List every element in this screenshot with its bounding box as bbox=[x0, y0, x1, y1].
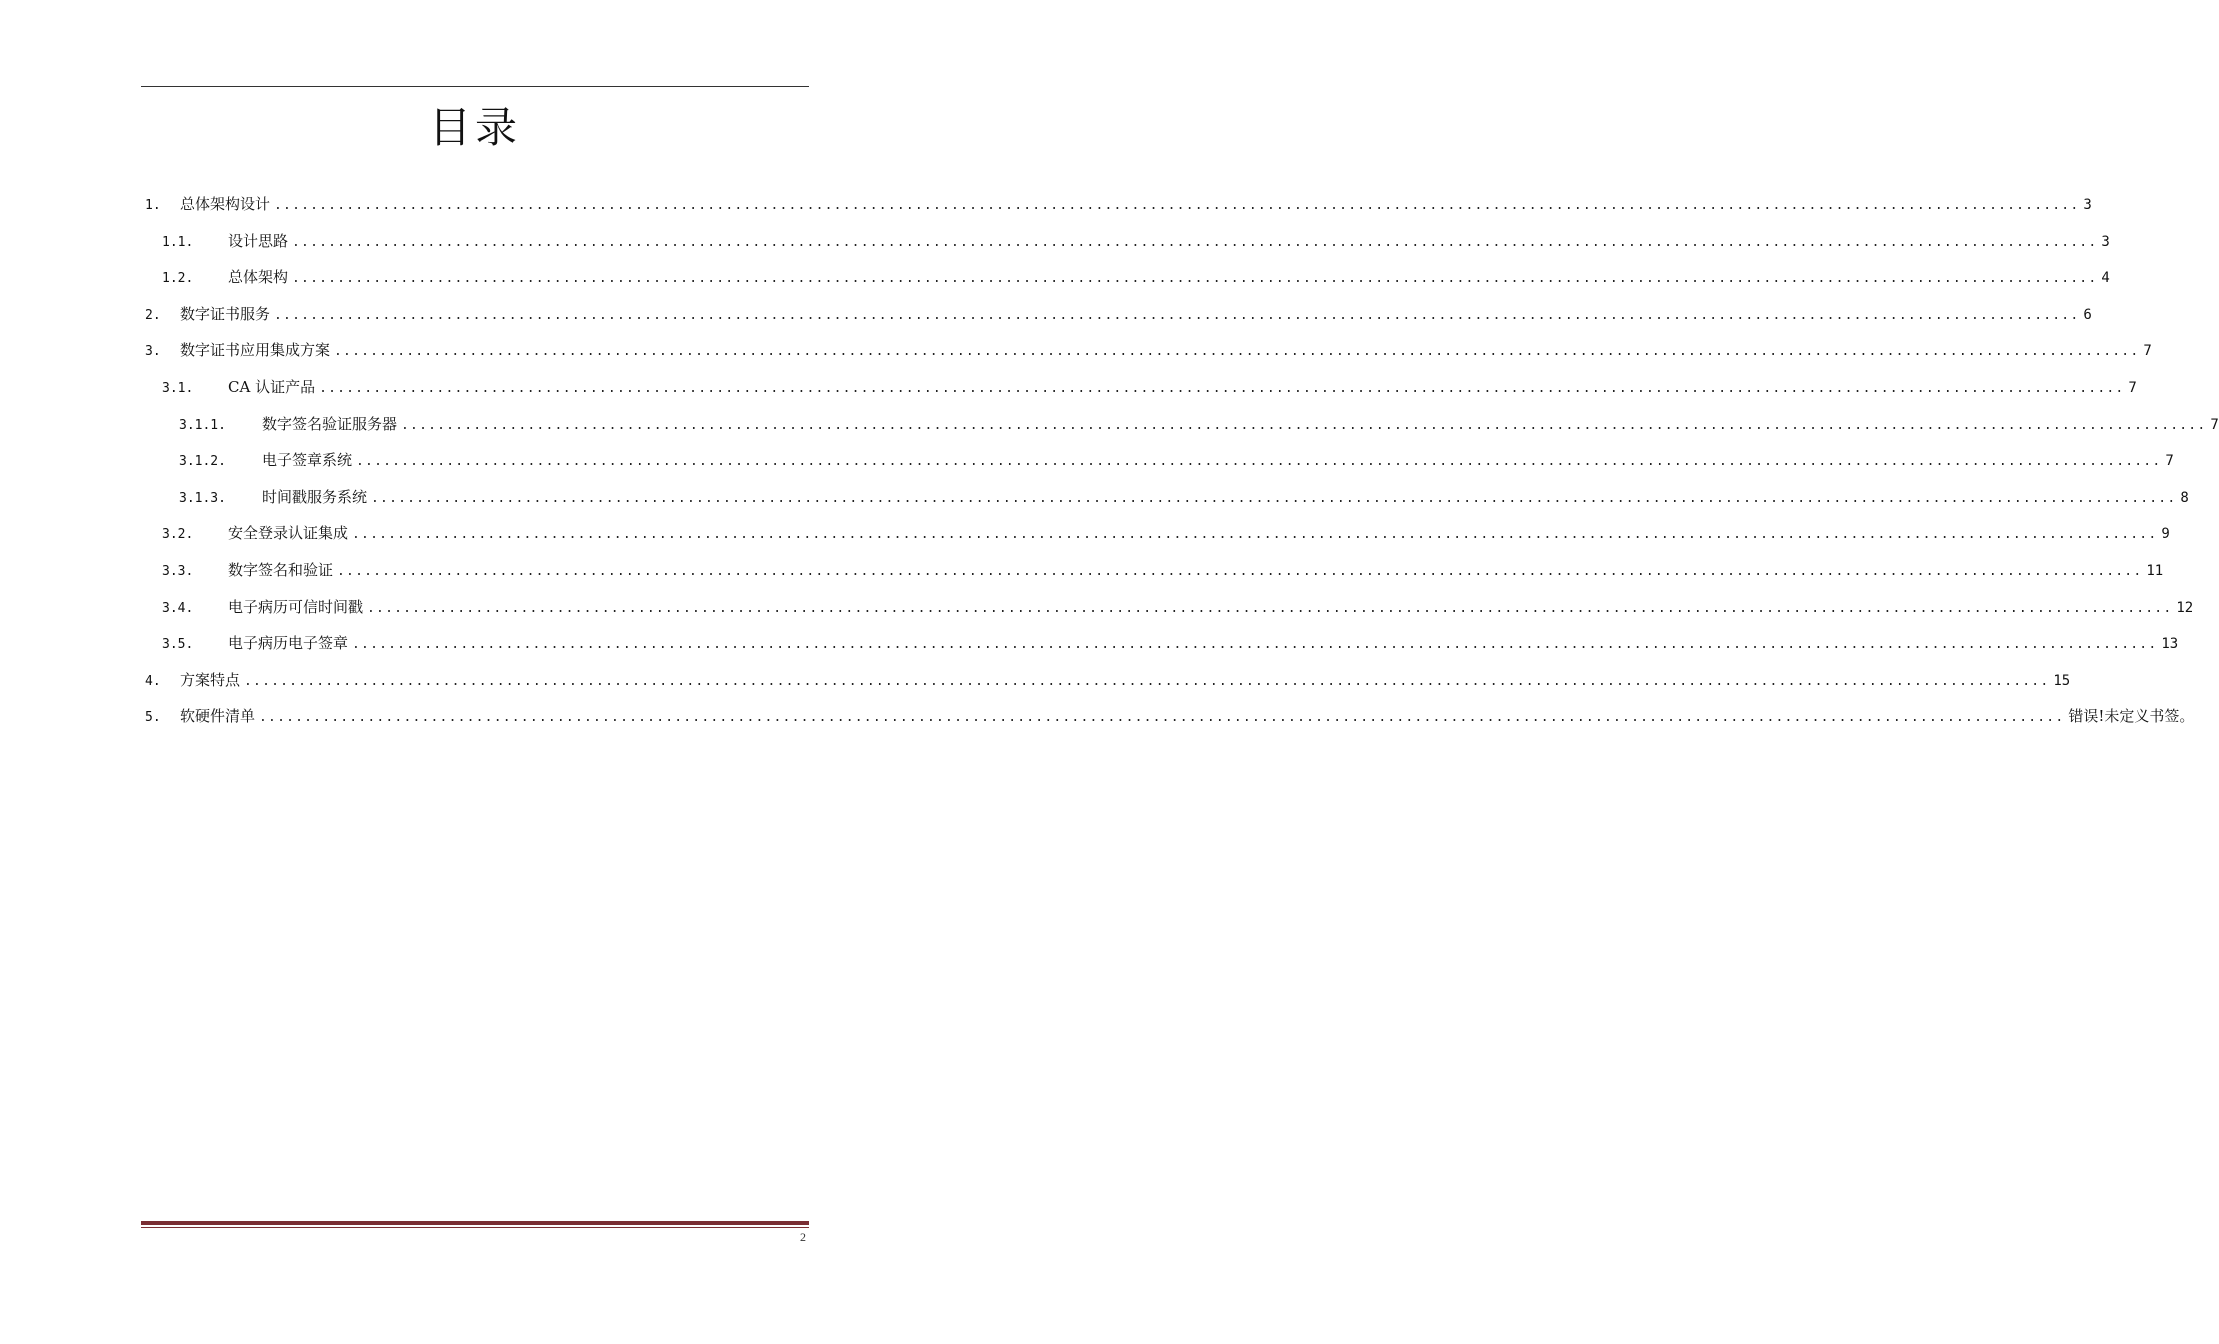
toc-entry-page: 8 bbox=[2180, 489, 2189, 506]
toc-entry-page: 3 bbox=[2101, 233, 2110, 250]
table-of-contents bbox=[141, 186, 2219, 735]
toc-entry[interactable] bbox=[141, 515, 2170, 552]
toc-entry-number: 1. bbox=[145, 198, 161, 213]
header-rule bbox=[141, 86, 809, 87]
toc-dot-leader: ........................................................................................................................................................................................................ bbox=[244, 673, 2050, 689]
toc-entry-number: 5. bbox=[145, 710, 161, 726]
toc-entry-number: 3.1. bbox=[162, 380, 194, 396]
toc-entry[interactable] bbox=[141, 552, 2164, 589]
toc-entry[interactable] bbox=[141, 442, 2174, 479]
toc-entry[interactable] bbox=[141, 406, 2219, 443]
toc-entry[interactable] bbox=[141, 223, 2110, 260]
toc-entry-page: 7 bbox=[2165, 453, 2174, 470]
toc-entry[interactable] bbox=[141, 296, 2092, 333]
page-number: 2 bbox=[800, 1230, 806, 1244]
toc-entry[interactable] bbox=[141, 186, 2092, 223]
toc-entry-number: 3.1.3. bbox=[179, 490, 226, 506]
toc-entry-page: 3 bbox=[2083, 197, 2092, 213]
toc-dot-leader: ........................................................................................................................................................................................................ bbox=[371, 490, 2177, 506]
toc-dot-leader: ........................................................................................................................................................................................................ bbox=[337, 563, 2143, 579]
toc-entry[interactable] bbox=[141, 479, 2189, 516]
toc-dot-leader: ........................................................................................................................................................................................................ bbox=[352, 527, 2158, 543]
toc-entry-title: 数字签名验证服务器 bbox=[262, 414, 398, 433]
toc-entry-number: 3. bbox=[145, 344, 161, 360]
toc-entry-title: 安全登录认证集成 bbox=[228, 524, 349, 543]
toc-entry-title: 数字证书应用集成方案 bbox=[180, 341, 331, 360]
toc-dot-leader: ........................................................................................................................................................................................................ bbox=[334, 344, 2140, 360]
toc-entry-number: 3.3. bbox=[162, 563, 194, 579]
toc-entry-number: 3.5. bbox=[162, 637, 194, 653]
toc-entry-page: 6 bbox=[2083, 306, 2092, 323]
toc-entry-title: 方案特点 bbox=[180, 670, 241, 689]
toc-entry-page: 12 bbox=[2176, 599, 2194, 616]
toc-entry-number: 3.2. bbox=[162, 527, 194, 543]
footer-rule bbox=[141, 1221, 809, 1225]
toc-entry-number: 3.4. bbox=[162, 600, 194, 616]
toc-dot-leader: ........................................................................................................................................................................................................ bbox=[274, 307, 2080, 323]
toc-entry-page: 7 bbox=[2128, 379, 2137, 396]
toc-entry[interactable] bbox=[141, 625, 2179, 662]
toc-dot-leader: ........................................................................................................................................................................................................ bbox=[319, 380, 2125, 396]
toc-entry[interactable] bbox=[141, 662, 2071, 699]
toc-entry[interactable] bbox=[141, 369, 2137, 406]
toc-entry[interactable] bbox=[141, 589, 2194, 626]
toc-entry-title: 时间戳服务系统 bbox=[262, 487, 368, 506]
toc-entry-number: 4. bbox=[145, 673, 161, 689]
toc-entry-page: 13 bbox=[2161, 636, 2179, 653]
toc-entry-number: 3.1.2. bbox=[179, 454, 226, 470]
toc-entry-page: 7 bbox=[2210, 416, 2219, 433]
toc-entry-title: 软硬件清单 bbox=[180, 707, 256, 726]
toc-entry-title: 电子签章系统 bbox=[262, 451, 353, 470]
toc-entry-title: 电子病历电子签章 bbox=[228, 634, 349, 653]
toc-entry[interactable] bbox=[141, 698, 2195, 735]
toc-entry-number: 2. bbox=[145, 307, 161, 323]
toc-dot-leader: ........................................................................................................................................................................................................ bbox=[292, 234, 2098, 250]
toc-dot-leader: ........................................................................................................................................................................................................ bbox=[259, 710, 2065, 726]
toc-dot-leader: ........................................................................................................................................................................................................ bbox=[274, 198, 2080, 213]
toc-entry-page: 15 bbox=[2053, 672, 2071, 689]
toc-dot-leader: ........................................................................................................................................................................................................ bbox=[356, 454, 2162, 470]
toc-entry[interactable] bbox=[141, 259, 2110, 296]
toc-entry-page: 9 bbox=[2161, 526, 2170, 543]
toc-dot-leader: ........................................................................................................................................................................................................ bbox=[352, 637, 2158, 653]
toc-entry[interactable] bbox=[141, 332, 2152, 369]
toc-entry-number: 3.1.1. bbox=[179, 417, 226, 433]
footer-rule-thin bbox=[141, 1227, 809, 1228]
toc-entry-page: 4 bbox=[2101, 270, 2110, 287]
page-title: 目录 bbox=[428, 103, 521, 152]
toc-entry-title: 总体架构 bbox=[228, 268, 289, 287]
toc-dot-leader: ........................................................................................................................................................................................................ bbox=[401, 417, 2207, 433]
toc-entry-title: 数字证书服务 bbox=[180, 304, 271, 323]
toc-entry-title: 总体架构设计 bbox=[180, 195, 271, 213]
toc-entry-number: 1.1. bbox=[162, 234, 194, 250]
toc-entry-page: 错误!未定义书签。 bbox=[2068, 707, 2195, 726]
toc-entry-title: 数字签名和验证 bbox=[228, 560, 334, 579]
toc-entry-title: 设计思路 bbox=[228, 231, 289, 250]
toc-entry-number: 1.2. bbox=[162, 271, 194, 287]
toc-dot-leader: ........................................................................................................................................................................................................ bbox=[292, 271, 2098, 287]
toc-entry-title: CA 认证产品 bbox=[228, 377, 316, 396]
toc-entry-title: 电子病历可信时间戳 bbox=[228, 597, 364, 616]
toc-entry-page: 7 bbox=[2143, 343, 2152, 360]
toc-entry-page: 11 bbox=[2146, 562, 2164, 579]
toc-dot-leader: ........................................................................................................................................................................................................ bbox=[367, 600, 2173, 616]
